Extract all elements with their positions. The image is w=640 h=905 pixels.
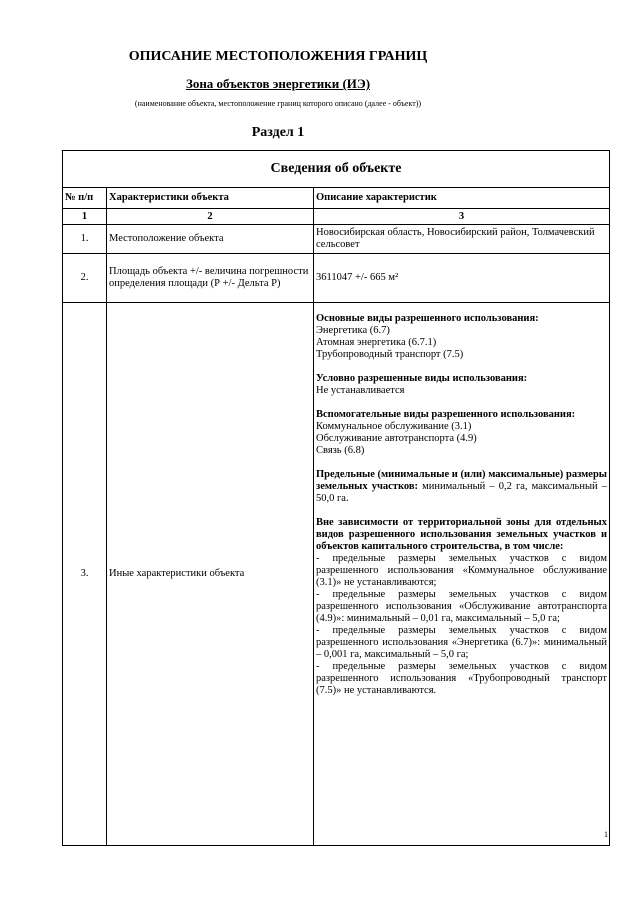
zone-caption: (наименование объекта, местоположение границ которого описано (далее - объект)) [134,99,422,108]
main-uses-heading: Основные виды разрешенного использования: [316,313,539,324]
special-limits-heading: Вне зависимости от территориальной зоны для отдельных видов разрешенного использования земельных участков и объектов капитального строительства, в том числе: [316,517,607,552]
use-item: Энергетика (6.7) [316,325,390,336]
use-item: Коммунальное обслуживание (3.1) [316,421,472,432]
column-number: 2 [107,209,314,225]
main-uses-block [316,313,607,361]
zone-name: Зона объектов энергетики (ИЭ) [185,76,371,91]
row-description: Новосибирская область, Новосибирский район, Толмачевский сельсовет [314,225,610,254]
row-characteristic: Местоположение объекта [107,225,314,254]
plot-size-limits-values: минимальный – 0,2 га, максимальный – 50,0 га. [316,481,607,504]
stray-dot: . [61,143,64,153]
row-description [314,303,610,846]
use-item: Связь (6.8) [316,445,365,456]
use-item: Трубопроводный транспорт (7.5) [316,349,464,360]
row-characteristic: Площадь объекта +/- величина погрешности определения площади (Р +/- Дельта Р) [107,254,314,303]
conditional-uses-block [316,373,607,397]
row-characteristic: Иные характеристики объекта [107,303,314,846]
special-limit-item: - предельные размеры земельных участков с видом разрешенного использования «Энергетика (6.7)»: минимальный – 0,001 га, максимальный – 5,0 га; [316,625,607,660]
column-number-row [63,209,610,225]
row-description: 3611047 +/- 665 м² [314,254,610,303]
object-info-table [62,150,610,846]
use-item: Не устанавливается [316,385,405,396]
section-heading: Раздел 1 [251,125,305,140]
special-limit-item: - предельные размеры земельных участков с видом разрешенного использования «Трубопроводный транспорт (7.5)» не устанавливаются. [316,661,607,696]
plot-size-limits-block [316,469,607,505]
table-title: Сведения об объекте [63,151,610,188]
use-item: Атомная энергетика (6.7.1) [316,337,437,348]
special-limit-item: - предельные размеры земельных участков с видом разрешенного использования «Обслуживание автотранспорта (4.9)»: минимальный – 0,01 га, максимальный – 5,0 га; [316,589,607,624]
row-number: 1. [63,225,107,254]
column-header-number: № п/п [63,188,107,209]
row-number: 2. [63,254,107,303]
auxiliary-uses-block [316,409,607,457]
document-title: ОПИСАНИЕ МЕСТОПОЛОЖЕНИЯ ГРАНИЦ [128,49,428,64]
plot-size-limits-heading: Предельные (минимальные и (или) максимальные) размеры земельных участков: [316,469,607,492]
column-header-description: Описание характеристик [314,188,610,209]
corner-mark: 1 [604,830,608,839]
special-limit-item: - предельные размеры земельных участков с видом разрешенного использования «Коммунальное обслуживание (3.1)» не устанавливаются; [316,553,607,588]
column-number: 1 [63,209,107,225]
column-header-characteristic: Характеристики объекта [107,188,314,209]
auxiliary-uses-heading: Вспомогательные виды разрешенного использования: [316,409,576,420]
special-limits-block [316,517,607,697]
row-number: 3. [63,303,107,846]
table-row [63,225,610,254]
use-item: Обслуживание автотранспорта (4.9) [316,433,477,444]
conditional-uses-heading: Условно разрешенные виды использования: [316,373,528,384]
column-header-row [63,188,610,209]
table-row [63,254,610,303]
column-number: 3 [314,209,610,225]
table-row [63,303,610,846]
